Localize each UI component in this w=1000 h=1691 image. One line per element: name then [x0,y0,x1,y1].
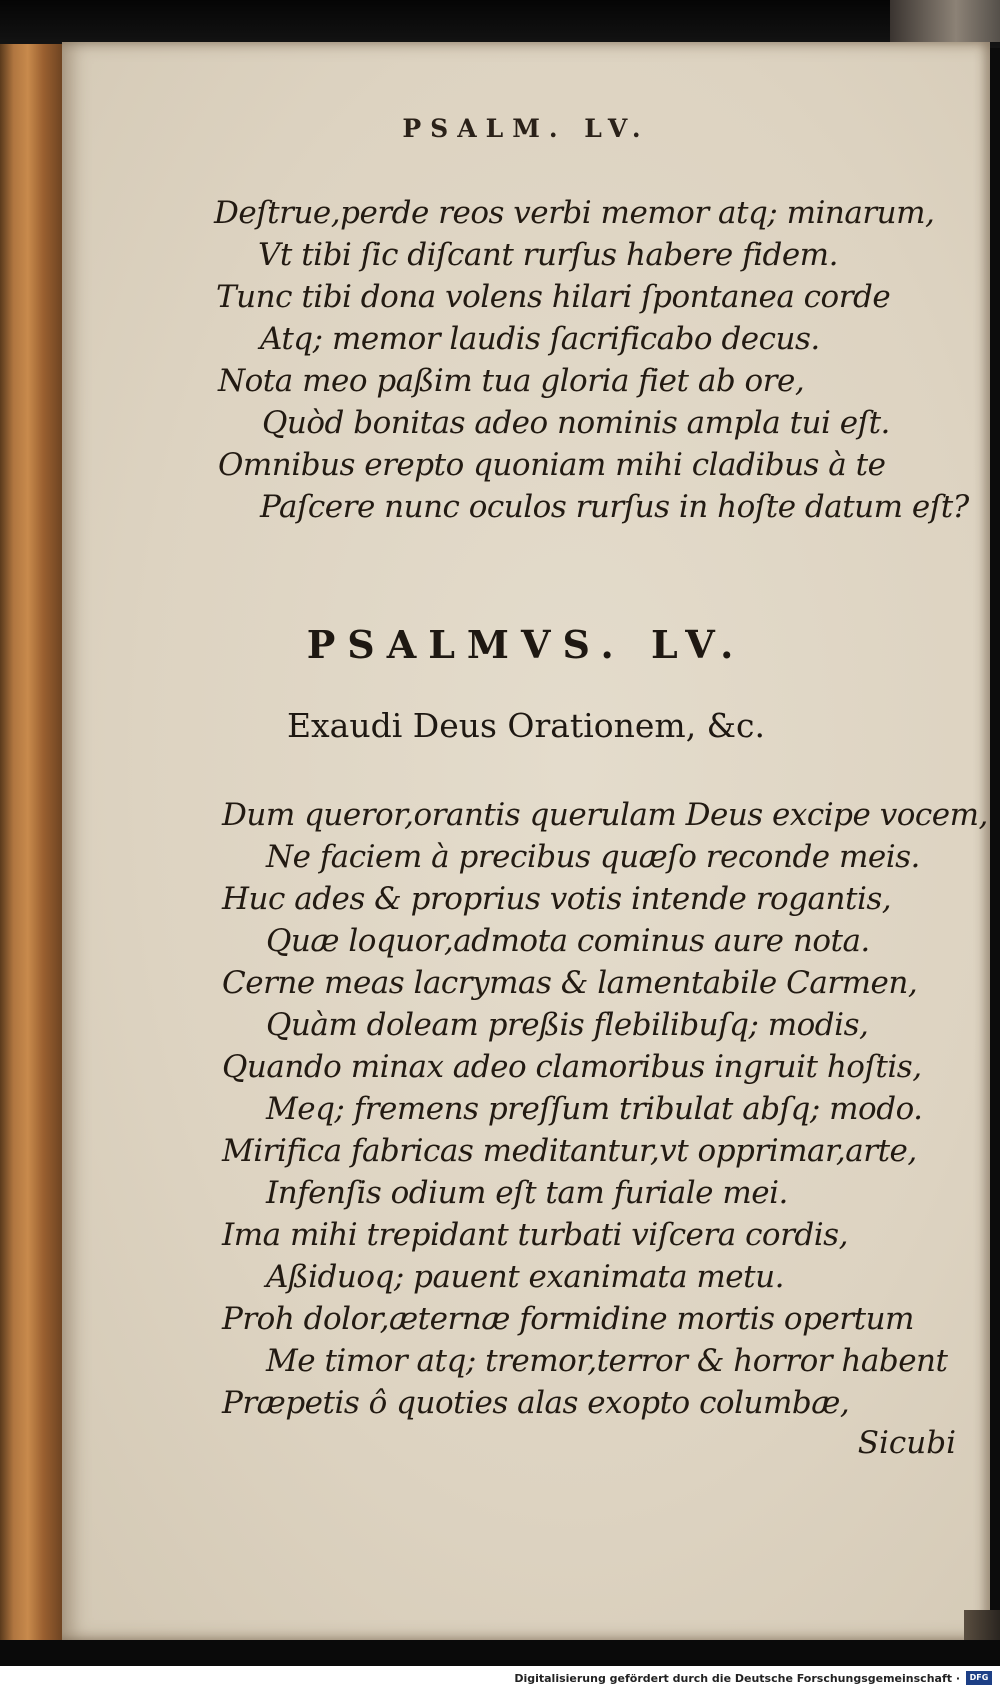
credit-text: Digitalisierung gefördert durch die Deutsche Forschungsgemeinschaft · [514,1672,960,1685]
running-head: PSALM. LV. [402,114,650,143]
verse-line: Huc ades & proprius votis intende rogantis, [222,881,892,917]
verse-line: Dum queror,orantis querulam Deus excipe vocem, [222,797,988,833]
scan-bottom-bar [0,1640,1000,1666]
verse-line: Ima mihi trepidant turbati viſcera cordis, [222,1217,848,1253]
catchword: Sicubi [857,1425,956,1461]
verse-line: Infenſis odium eſt tam furiale mei. [266,1175,788,1211]
verse-line: Præpetis ô quoties alas exopto columbæ, [222,1385,850,1421]
verse-line: Atq; memor laudis ſacrificabo decus. [260,321,820,357]
book-top-edge [0,0,1000,48]
psalm-incipit: Exaudi Deus Orationem, &c. [286,706,766,745]
verse-line: Quando minax adeo clamoribus ingruit hoſtis, [222,1049,922,1085]
verse-line: Tunc tibi dona volens hilari ſpontanea corde [216,279,891,315]
verse-line: Aßiduoq; pauent exanimata metu. [266,1259,784,1295]
verse-line: Paſcere nunc oculos rurſus in hoſte datum eſt? [260,489,969,525]
page-corner-shadow [964,1610,1000,1640]
psalm-title: PSALMVS. LV. [306,622,746,667]
verse-line: Nota meo paßim tua gloria fiet ab ore, [218,363,805,399]
dfg-logo-icon: DFG [966,1671,992,1685]
book-page [62,42,990,1640]
verse-line: Ne faciem à precibus quæſo reconde meis. [266,839,920,875]
verse-line: Omnibus erepto quoniam mihi cladibus à te [218,447,886,483]
verse-line: Quàm doleam preßis flebilibuſq; modis, [266,1007,869,1043]
verse-line: Deſtrue,perde reos verbi memor atq; minarum, [214,195,935,231]
verse-line: Cerne meas lacrymas & lamentabile Carmen, [222,965,918,1001]
verse-line: Quòd bonitas adeo nominis ampla tui eſt. [262,405,890,441]
verse-line: Proh dolor,æternæ formidine mortis opertum [222,1301,914,1337]
verse-line: Meq; fremens preſſum tribulat abſq; modo. [266,1091,923,1127]
digitization-credit-bar [0,1666,1000,1691]
verse-line: Vt tibi ſic diſcant rurſus habere fidem. [258,237,838,273]
book-fore-edge [0,44,62,1640]
verse-line: Quæ loquor,admota cominus aure nota. [266,923,870,959]
verse-line: Me timor atq; tremor,terror & horror habent [266,1343,948,1379]
book-cover-corner [890,0,1000,42]
verse-line: Mirifica fabricas meditantur,vt opprimar,arte, [222,1133,917,1169]
